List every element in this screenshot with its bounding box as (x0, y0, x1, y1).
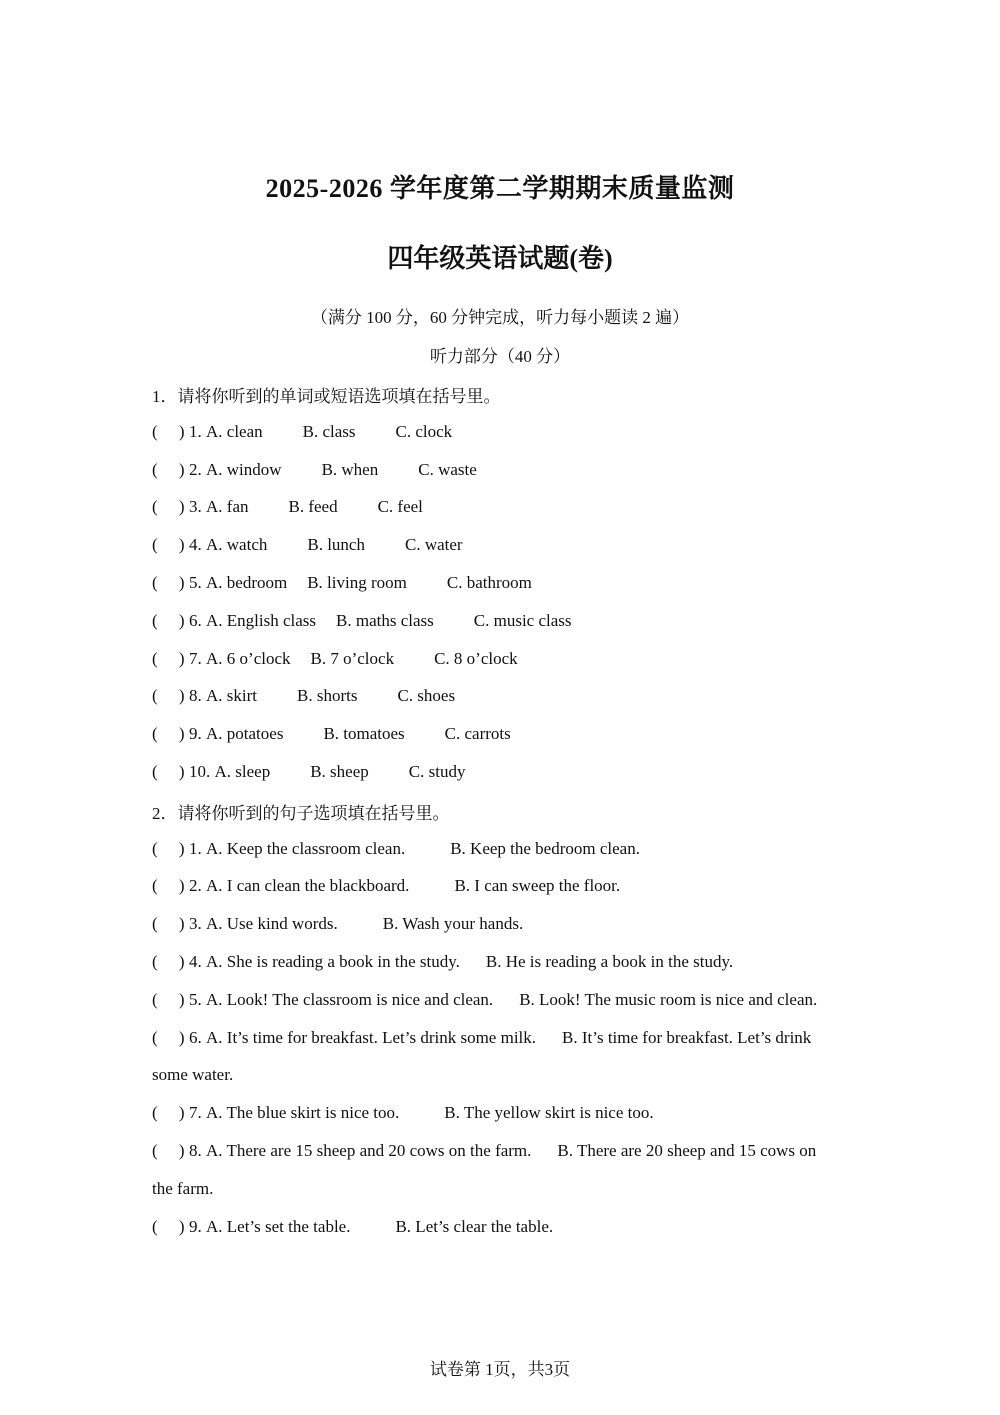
item-number: 2. (189, 460, 202, 479)
answer-blank[interactable]: ( ) (152, 839, 185, 858)
option-b: B. class (302, 422, 356, 441)
answer-blank[interactable]: ( ) (152, 1103, 185, 1122)
option-b: B. Look! The music room is nice and clean. (519, 990, 818, 1009)
list-item (152, 1215, 553, 1239)
option-a: A. sleep (214, 762, 271, 781)
option-a: A. I can clean the blackboard. (206, 876, 410, 895)
option-c: C. music class (473, 611, 572, 630)
option-b: B. lunch (307, 535, 365, 554)
option-c: C. bathroom (446, 573, 532, 592)
answer-blank[interactable]: ( ) (152, 952, 185, 971)
answer-blank[interactable]: ( ) (152, 762, 185, 781)
answer-blank[interactable]: ( ) (152, 876, 185, 895)
item-number: 1. (189, 839, 202, 858)
list-item (152, 1139, 816, 1163)
item-number: 9. (189, 1217, 202, 1236)
page-footer: 试卷第 1页，共3页 (429, 1360, 571, 1379)
option-b: B. 7 o’clock (310, 649, 395, 668)
option-b: B. There are 20 sheep and 15 cows on (557, 1141, 817, 1160)
list-item (152, 571, 532, 595)
list-item (152, 647, 518, 671)
list-item (152, 458, 477, 482)
option-b-continuation: the farm. (152, 1179, 214, 1198)
item-number: 8. (189, 686, 202, 705)
list-item (152, 420, 452, 444)
answer-blank[interactable]: ( ) (152, 686, 185, 705)
item-number: 3. (189, 914, 202, 933)
option-b: B. maths class (336, 611, 434, 630)
item-number: 10. (189, 762, 211, 781)
option-b: B. He is reading a book in the study. (485, 952, 734, 971)
answer-blank[interactable]: ( ) (152, 649, 185, 668)
option-c: C. clock (395, 422, 453, 441)
option-a: A. window (206, 460, 282, 479)
answer-blank[interactable]: ( ) (152, 1028, 185, 1047)
list-item (152, 722, 511, 746)
option-b: B. Keep the bedroom clean. (450, 839, 640, 858)
list-item (152, 988, 817, 1012)
list-item (152, 837, 640, 861)
option-b: B. I can sweep the floor. (454, 876, 621, 895)
answer-blank[interactable]: ( ) (152, 535, 185, 554)
list-item (152, 609, 572, 633)
list-item (152, 495, 423, 519)
part1-instruction: 1．请将你听到的单词或短语选项填在括号里。 (152, 387, 501, 406)
item-number: 5. (189, 990, 202, 1009)
option-b: B. It’s time for breakfast. Let’s drink (562, 1028, 812, 1047)
option-a: A. There are 15 sheep and 20 cows on the farm. (206, 1141, 532, 1160)
answer-blank[interactable]: ( ) (152, 497, 185, 516)
option-a: A. 6 o’clock (206, 649, 291, 668)
answer-blank[interactable]: ( ) (152, 460, 185, 479)
list-item (152, 533, 463, 557)
item-number: 7. (189, 1103, 202, 1122)
option-b: B. Let’s clear the table. (395, 1217, 554, 1236)
list-item (152, 1101, 654, 1125)
option-a: A. clean (206, 422, 263, 441)
option-a: A. Look! The classroom is nice and clean. (206, 990, 494, 1009)
exam-title: 2025-2026 学年度第二学期期末质量监测 (265, 174, 735, 203)
exam-subtitle: 四年级英语试题(卷) (387, 244, 613, 273)
option-a: A. Use kind words. (206, 914, 338, 933)
option-a: A. Let’s set the table. (206, 1217, 351, 1236)
answer-blank[interactable]: ( ) (152, 724, 185, 743)
answer-blank[interactable]: ( ) (152, 990, 185, 1009)
option-a: A. potatoes (206, 724, 284, 743)
option-a: A. The blue skirt is nice too. (206, 1103, 400, 1122)
option-c: C. water (404, 535, 463, 554)
option-a: A. English class (206, 611, 317, 630)
list-item (152, 874, 620, 898)
list-item (152, 760, 465, 784)
option-c: C. feel (377, 497, 423, 516)
option-c: C. shoes (397, 686, 456, 705)
answer-blank[interactable]: ( ) (152, 1217, 185, 1236)
item-number: 6. (189, 1028, 202, 1047)
option-b: B. when (321, 460, 379, 479)
list-item (152, 912, 523, 936)
part2-instruction: 2．请将你听到的句子选项填在括号里。 (152, 804, 450, 823)
option-a: A. It’s time for breakfast. Let’s drink some milk. (206, 1028, 537, 1047)
list-item (152, 684, 455, 708)
option-a: A. She is reading a book in the study. (206, 952, 460, 971)
option-c: C. 8 o’clock (434, 649, 518, 668)
option-a: A. fan (206, 497, 249, 516)
answer-blank[interactable]: ( ) (152, 914, 185, 933)
answer-blank[interactable]: ( ) (152, 573, 185, 592)
option-c: C. waste (418, 460, 477, 479)
option-b-continuation: some water. (152, 1065, 234, 1084)
answer-blank[interactable]: ( ) (152, 611, 185, 630)
item-number: 7. (189, 649, 202, 668)
option-b: B. feed (288, 497, 338, 516)
option-b: B. sheep (310, 762, 369, 781)
item-number: 1. (189, 422, 202, 441)
item-number: 4. (189, 535, 202, 554)
answer-blank[interactable]: ( ) (152, 422, 185, 441)
item-number: 6. (189, 611, 202, 630)
option-a: A. skirt (206, 686, 257, 705)
answer-blank[interactable]: ( ) (152, 1141, 185, 1160)
item-number: 4. (189, 952, 202, 971)
list-item (152, 1026, 811, 1050)
option-a: A. watch (206, 535, 268, 554)
option-c: C. study (408, 762, 466, 781)
option-a: A. bedroom (206, 573, 288, 592)
item-number: 3. (189, 497, 202, 516)
option-b: B. Wash your hands. (382, 914, 524, 933)
exam-note: （满分 100 分，60 分钟完成，听力每小题读 2 遍） (310, 308, 690, 327)
section-heading: 听力部分（40 分） (429, 347, 571, 366)
item-number: 2. (189, 876, 202, 895)
option-c: C. carrots (444, 724, 511, 743)
item-number: 8. (189, 1141, 202, 1160)
option-b: B. tomatoes (323, 724, 405, 743)
option-a: A. Keep the classroom clean. (206, 839, 406, 858)
list-item (152, 950, 733, 974)
option-b: B. shorts (297, 686, 358, 705)
item-number: 5. (189, 573, 202, 592)
item-number: 9. (189, 724, 202, 743)
option-b: B. living room (307, 573, 407, 592)
option-b: B. The yellow skirt is nice too. (444, 1103, 654, 1122)
